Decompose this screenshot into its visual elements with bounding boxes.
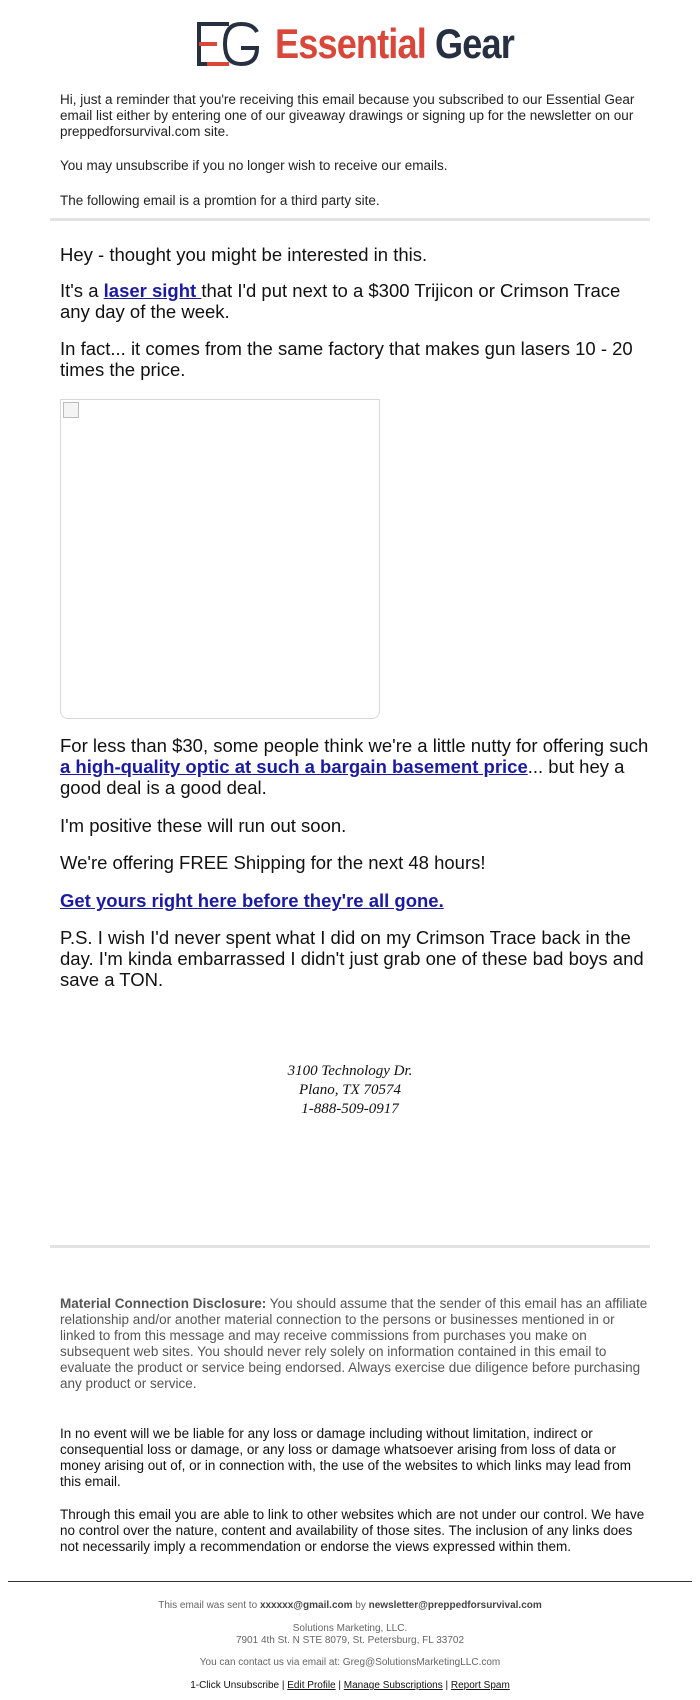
price-paragraph xyxy=(60,735,650,798)
ps-text: P.S. I wish I'd never spent what I did on my Crimson Trace back in the day. I'm kinda embarrassed I didn't just grab one of these bad boys and save a TON. xyxy=(60,927,644,990)
disclosure-title: Material Connection Disclosure: xyxy=(60,1296,267,1311)
separator: | xyxy=(279,1680,288,1691)
separator: | xyxy=(335,1680,344,1691)
unsubscribe-notice: You may unsubscribe if you no longer wish to receive our emails. xyxy=(60,158,448,173)
address-city: Plano, TX 70574 xyxy=(298,1082,402,1098)
get-yours-link[interactable]: Get yours right here before they're all gone. xyxy=(60,890,444,911)
brand-logo xyxy=(0,20,700,72)
recipient-email: xxxxxx@gmail.com xyxy=(259,1600,353,1611)
sent-to-line xyxy=(0,1600,700,1612)
company-address: 7901 4th St. N STE 8079, St. Petersburg, FL 33702 xyxy=(235,1635,465,1646)
report-spam-link[interactable]: Report Spam xyxy=(450,1680,510,1691)
brand-name-part2: Gear xyxy=(435,20,514,67)
material-disclosure xyxy=(60,1296,650,1392)
text-segment: This email was sent to xyxy=(158,1600,260,1611)
edit-profile-link[interactable]: Edit Profile xyxy=(287,1680,336,1691)
intro-text: Hey - thought you might be interested in this. xyxy=(60,244,428,265)
sender-email: newsletter@preppedforsurvival.com xyxy=(368,1600,542,1611)
disclosure-text: You should assume that the sender of this email has an affiliate relationship and/or another material connection to the persons or businesses mentioned in or linked to from this message and may receive commissions from purchases you make on subsequent web sites. You should never rely solely on information contained in this email to evaluate the product or service being endorsed. Always exercise due diligence before purchasing any product or service. xyxy=(60,1296,648,1391)
eg-monogram-icon xyxy=(195,20,261,68)
company-name: Solutions Marketing, LLC. xyxy=(292,1623,408,1634)
text-segment: For less than $30, some people think we're a little nutty for offering such xyxy=(60,735,649,756)
external-links-text: Through this email you are able to link to other websites which are not under our control. We have no control over the nature, content and availability of those sites. The inclusion of any links does not necessarily imply a recommendation or endorse the views expressed within them. xyxy=(60,1507,645,1554)
optic-offer-link[interactable]: a high-quality optic at such a bargain basement price xyxy=(60,756,528,777)
laser-sight-link[interactable]: laser sight xyxy=(103,280,202,301)
product-image[interactable] xyxy=(60,399,380,719)
subscription-reminder: Hi, just a reminder that you're receiving this email because you subscribed to our Essential Gear email list either by entering one of our giveaway drawings or signing up for the newsletter on our preppedforsurvival.com site. xyxy=(60,92,635,139)
footer-divider xyxy=(8,1581,692,1582)
text-segment: that I'd put next to a $300 Trijicon or Crimson Trace any day of the week. xyxy=(60,280,621,322)
third-party-notice: The following email is a promtion for a third party site. xyxy=(60,193,380,208)
separator: | xyxy=(442,1680,451,1691)
divider xyxy=(50,1245,650,1248)
mailing-address xyxy=(0,1062,700,1119)
unsubscribe-label[interactable]: 1-Click Unsubscribe xyxy=(190,1680,280,1691)
text-segment: It's a xyxy=(60,280,104,301)
text-segment: ... but hey a good deal is a good deal. xyxy=(60,756,625,798)
cta-paragraph xyxy=(60,890,650,911)
brand-name-part1: Essential xyxy=(275,20,426,67)
scarcity-text: I'm positive these will run out soon. xyxy=(60,815,347,836)
contact-line: You can contact us via email at: Greg@SolutionsMarketingLLC.com xyxy=(199,1657,501,1668)
factory-paragraph: In fact... it comes from the same factory that makes gun lasers 10 - 20 times the price. xyxy=(60,338,633,380)
divider xyxy=(50,218,650,221)
broken-image-icon xyxy=(63,402,79,418)
brand-name xyxy=(275,20,514,67)
address-phone: 1-888-509-0917 xyxy=(301,1101,399,1117)
footer-links xyxy=(0,1680,700,1692)
laser-sight-paragraph xyxy=(60,280,650,322)
manage-subscriptions-link[interactable]: Manage Subscriptions xyxy=(343,1680,443,1691)
address-street: 3100 Technology Dr. xyxy=(287,1063,413,1079)
liability-text: In no event will we be liable for any loss or damage including without limitation, indirect or consequential loss or damage, or any loss or damage whatsoever arising from loss of data or money arising out of, or in connection with, the use of the websites to which links may lead from this email. xyxy=(60,1426,632,1489)
text-segment: by xyxy=(352,1600,369,1611)
shipping-text: We're offering FREE Shipping for the next 48 hours! xyxy=(60,852,486,873)
